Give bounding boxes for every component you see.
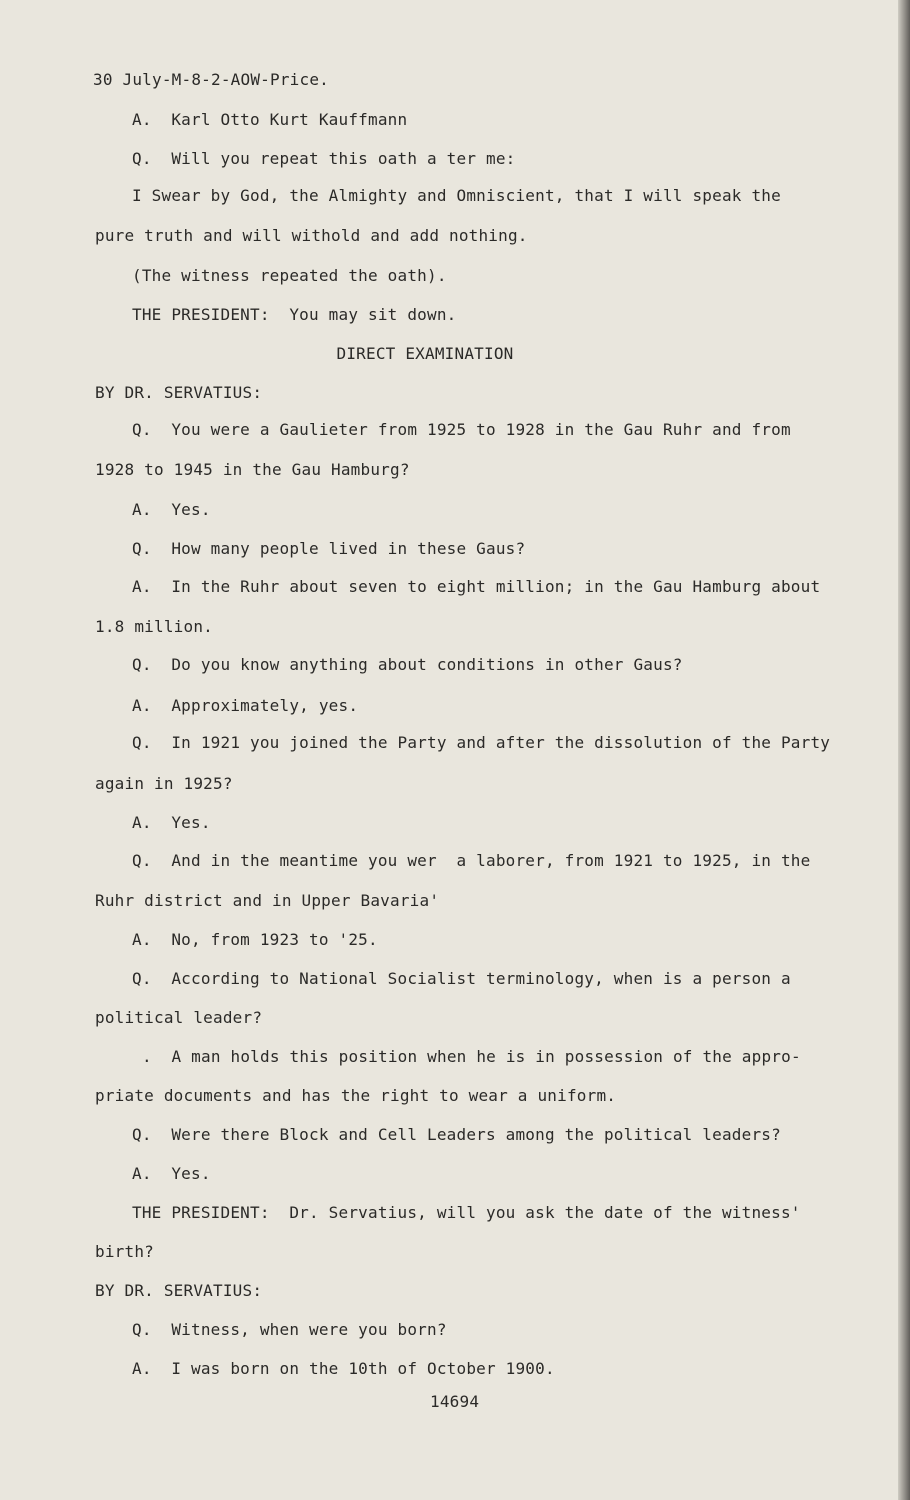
document-header: 30 July-M-8-2-AOW-Price.	[93, 70, 329, 89]
speaker-line: THE PRESIDENT: You may sit down.	[132, 305, 457, 324]
question-line: Q. And in the meantime you wer a laborer, from 1921 to 1925, in the	[132, 851, 811, 870]
question-line: Q. Will you repeat this oath a ter me:	[132, 149, 516, 168]
answer-line: A. Yes.	[132, 1164, 211, 1183]
question-line: Q. Do you know anything about conditions in other Gaus?	[132, 655, 683, 674]
answer-line: A. Karl Otto Kurt Kauffmann	[132, 110, 408, 129]
answer-line: . A man holds this position when he is in possession of the appro-	[142, 1047, 801, 1066]
answer-line: A. Yes.	[132, 500, 211, 519]
answer-line: A. I was born on the 10th of October 1900.	[132, 1359, 555, 1378]
page-edge-shadow	[898, 0, 910, 1500]
answer-line: A. Approximately, yes.	[132, 696, 359, 715]
question-line: Q. You were a Gaulieter from 1925 to 1928 in the Gau Ruhr and from	[132, 420, 791, 439]
question-line: 1928 to 1945 in the Gau Hamburg?	[95, 460, 410, 479]
stage-direction: (The witness repeated the oath).	[132, 266, 447, 285]
speaker-line: birth?	[95, 1242, 154, 1261]
examiner-line: BY DR. SERVATIUS:	[95, 1281, 263, 1300]
question-line: Q. Were there Block and Cell Leaders among the political leaders?	[132, 1125, 781, 1144]
answer-line: 1.8 million.	[95, 617, 213, 636]
question-line: Ruhr district and in Upper Bavaria'	[95, 891, 440, 910]
answer-line: A. In the Ruhr about seven to eight million; in the Gau Hamburg about	[132, 577, 821, 596]
section-heading: DIRECT EXAMINATION	[336, 344, 514, 363]
question-line: again in 1925?	[95, 774, 233, 793]
answer-line: A. Yes.	[132, 813, 211, 832]
question-line: Q. How many people lived in these Gaus?	[132, 539, 526, 558]
question-line: Q. According to National Socialist terminology, when is a person a	[132, 969, 791, 988]
answer-line: A. No, from 1923 to '25.	[132, 930, 378, 949]
question-line: Q. In 1921 you joined the Party and after the dissolution of the Party	[132, 733, 831, 752]
oath-line: pure truth and will withold and add nothing.	[95, 226, 528, 245]
speaker-line: THE PRESIDENT: Dr. Servatius, will you ask the date of the witness'	[132, 1203, 801, 1222]
oath-line: I Swear by God, the Almighty and Omniscient, that I will speak the	[132, 186, 781, 205]
examiner-line: BY DR. SERVATIUS:	[95, 383, 263, 402]
answer-line: priate documents and has the right to wear a uniform.	[95, 1086, 617, 1105]
question-line: political leader?	[95, 1008, 263, 1027]
question-line: Q. Witness, when were you born?	[132, 1320, 447, 1339]
page-number: 14694	[430, 1392, 480, 1411]
